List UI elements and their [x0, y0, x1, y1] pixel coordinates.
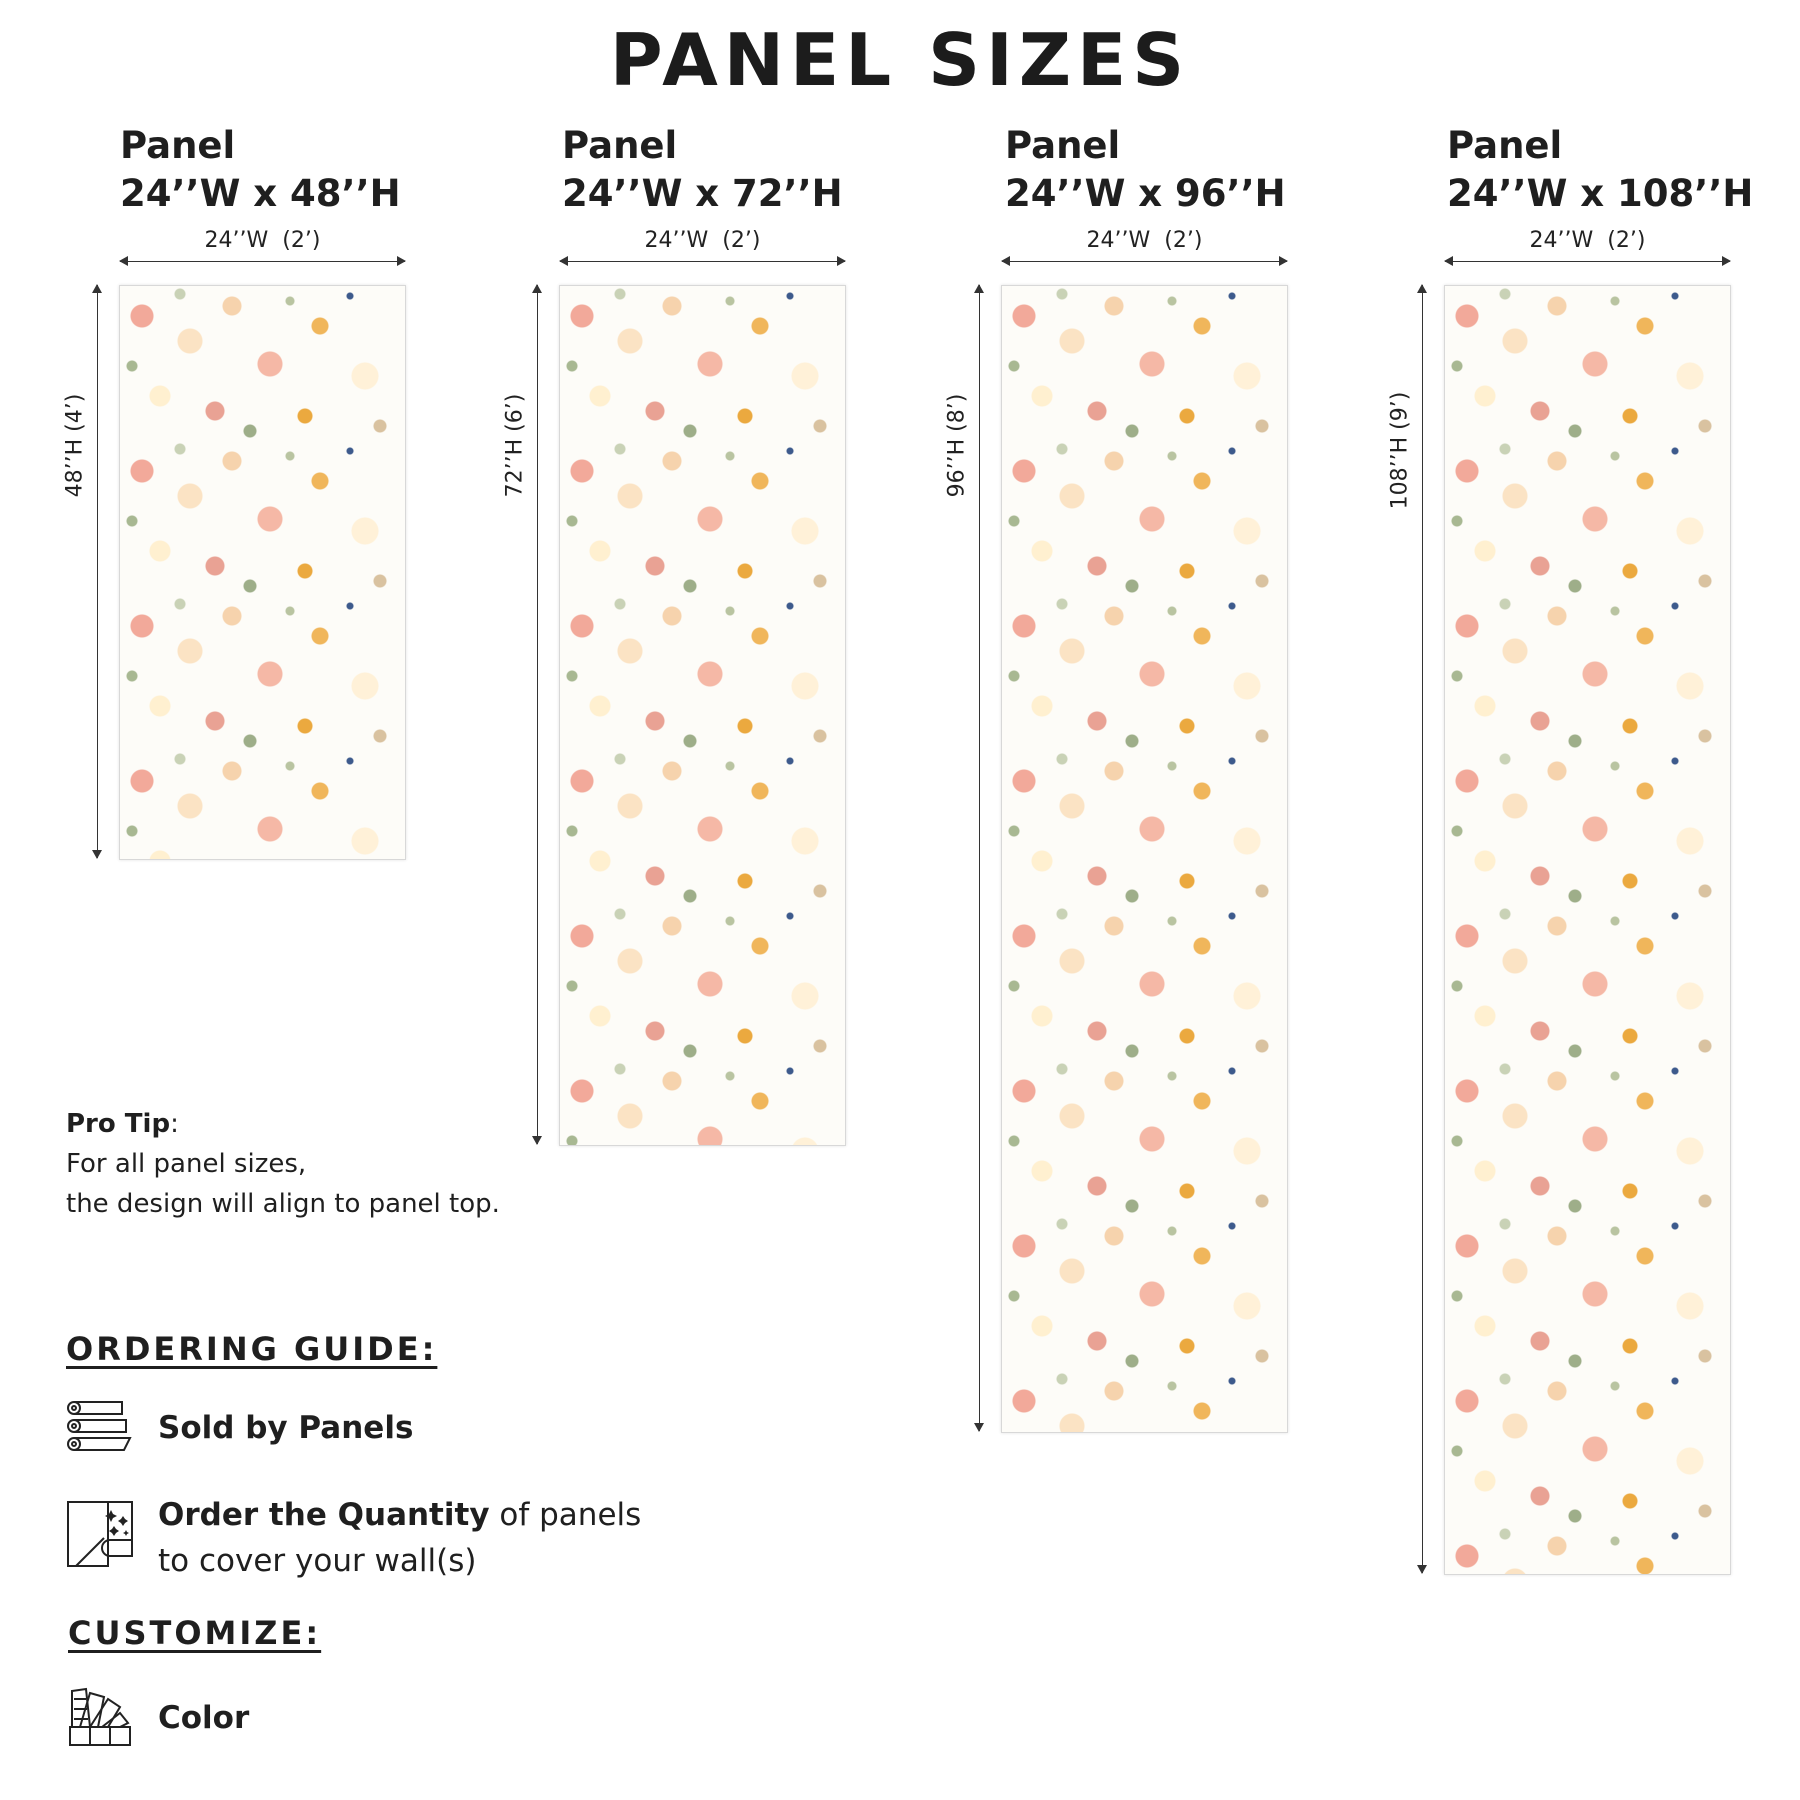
page-title: PANEL SIZES: [609, 18, 1191, 102]
pro-tip: [66, 1104, 500, 1224]
ordering-guide-heading: ORDERING GUIDE:: [66, 1330, 438, 1368]
order-quantity-bold: Order the Quantity: [158, 1497, 490, 1533]
panel-2-height-label: 72’’H (6’): [502, 393, 528, 498]
sold-by-panels-text: Sold by Panels: [158, 1410, 414, 1446]
panel-3-height-arrow: [979, 285, 980, 1431]
color-swatch-icon: [68, 1685, 134, 1747]
order-quantity-line-2: to cover your wall(s): [158, 1543, 477, 1579]
panel-2-width-label: 24’’W (2’): [644, 228, 761, 253]
panel-3-width-arrow: [1002, 261, 1287, 262]
panel-2-height-arrow: [537, 285, 538, 1144]
panel-1-label: Panel: [120, 124, 236, 167]
panel-1-height-label: 48’’H (4’): [62, 393, 88, 498]
pro-tip-line-2: the design will align to panel top.: [66, 1189, 500, 1219]
panel-1-size: 24’’W x 48’’H: [120, 172, 401, 215]
color-text: Color: [158, 1700, 250, 1736]
panel-4-size: 24’’W x 108’’H: [1447, 172, 1754, 215]
panel-4-label: Panel: [1447, 124, 1563, 167]
panel-3-size: 24’’W x 96’’H: [1005, 172, 1286, 215]
panel-2-preview: [559, 285, 846, 1146]
panel-2-label: Panel: [562, 124, 678, 167]
panel-3-height-label: 96’’H (8’): [944, 393, 970, 498]
rolls-icon: [64, 1400, 134, 1454]
panel-1-height-arrow: [97, 285, 98, 858]
panel-4-width-label: 24’’W (2’): [1529, 228, 1646, 253]
pro-tip-label: Pro Tip: [66, 1109, 171, 1139]
panel-3-width-label: 24’’W (2’): [1086, 228, 1203, 253]
order-quantity-text: [158, 1492, 641, 1584]
order-quantity-rest: of panels: [489, 1497, 642, 1533]
panel-1-width-arrow: [120, 261, 405, 262]
panel-3-preview: [1001, 285, 1288, 1433]
pro-tip-colon: :: [170, 1109, 179, 1139]
wallpaper-roll-icon: [66, 1500, 136, 1568]
panel-2-size: 24’’W x 72’’H: [562, 172, 843, 215]
panel-4-preview: [1444, 285, 1731, 1575]
panel-4-height-arrow: [1422, 285, 1423, 1573]
panel-1-preview: [119, 285, 406, 860]
panel-2-width-arrow: [560, 261, 845, 262]
pro-tip-line-1: For all panel sizes,: [66, 1149, 307, 1179]
customize-heading: CUSTOMIZE:: [68, 1614, 322, 1652]
panel-1-width-label: 24’’W (2’): [204, 228, 321, 253]
panel-4-height-label: 108’’H (9’): [1387, 391, 1413, 510]
panel-3-label: Panel: [1005, 124, 1121, 167]
panel-4-width-arrow: [1445, 261, 1730, 262]
